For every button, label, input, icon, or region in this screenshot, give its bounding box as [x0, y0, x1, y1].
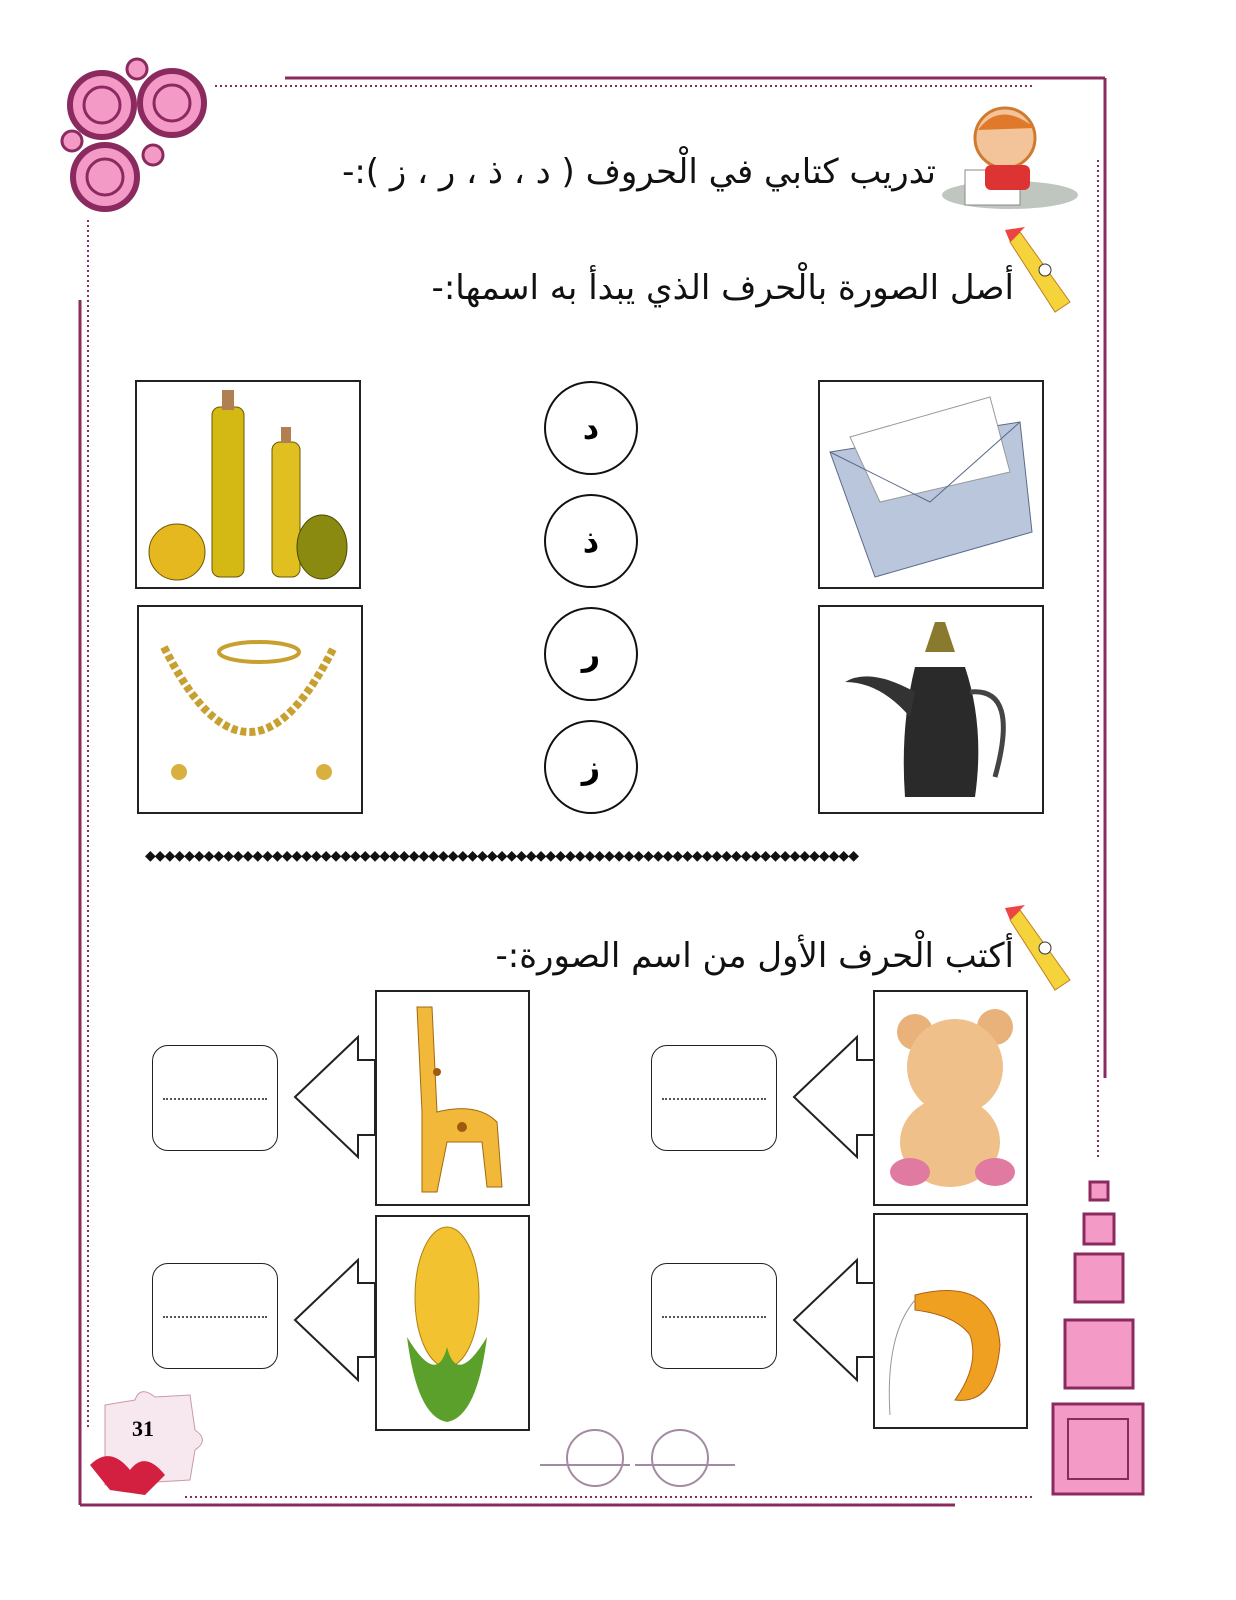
- diamond-divider: ◆◆◆◆◆◆◆◆◆◆◆◆◆◆◆◆◆◆◆◆◆◆◆◆◆◆◆◆◆◆◆◆◆◆◆◆◆◆◆◆◆◆◆◆◆◆◆◆◆◆◆◆◆◆◆◆◆◆◆◆◆◆◆◆◆◆◆◆◆◆◆◆◆: [145, 848, 858, 864]
- worksheet-title: تدريب كتابي في الْحروف ( د ، ذ ، ر ، ز ):-: [342, 152, 936, 192]
- decorative-circles-icon: [55, 55, 215, 220]
- exercise2-instruction: أكتب الْحرف الأول من اسم الصورة:-: [495, 936, 1014, 976]
- boy-writing-icon: [940, 100, 1080, 215]
- oil-bottles-image[interactable]: [135, 380, 361, 589]
- giraffe-image[interactable]: [375, 990, 530, 1206]
- answer-box-teddy-bear[interactable]: [651, 1045, 777, 1151]
- letter-circle-zay[interactable]: ز: [544, 720, 638, 814]
- answer-box-corn[interactable]: [152, 1263, 278, 1369]
- envelope-image[interactable]: [818, 380, 1044, 589]
- coffee-pot-image[interactable]: [818, 605, 1044, 814]
- letter-circle-ra[interactable]: ر: [544, 607, 638, 701]
- answer-box-shrimp[interactable]: [651, 1263, 777, 1369]
- page-number: 31: [132, 1416, 154, 1441]
- answer-box-giraffe[interactable]: [152, 1045, 278, 1151]
- puzzle-piece-icon: [85, 1385, 210, 1500]
- corn-image[interactable]: [375, 1215, 530, 1431]
- teddy-bear-image[interactable]: [873, 990, 1028, 1206]
- letter-circle-dal[interactable]: د: [544, 381, 638, 475]
- letter-circle-thal[interactable]: ذ: [544, 494, 638, 588]
- exercise1-instruction: أصل الصورة بالْحرف الذي يبدأ به اسمها:-: [431, 268, 1014, 308]
- decorative-squares-icon: [1048, 1178, 1148, 1500]
- footer-ornament-icon: [540, 1420, 740, 1495]
- gold-jewelry-image[interactable]: [137, 605, 363, 814]
- pencil-mascot-icon: [1005, 222, 1085, 332]
- shrimp-image[interactable]: [873, 1213, 1028, 1429]
